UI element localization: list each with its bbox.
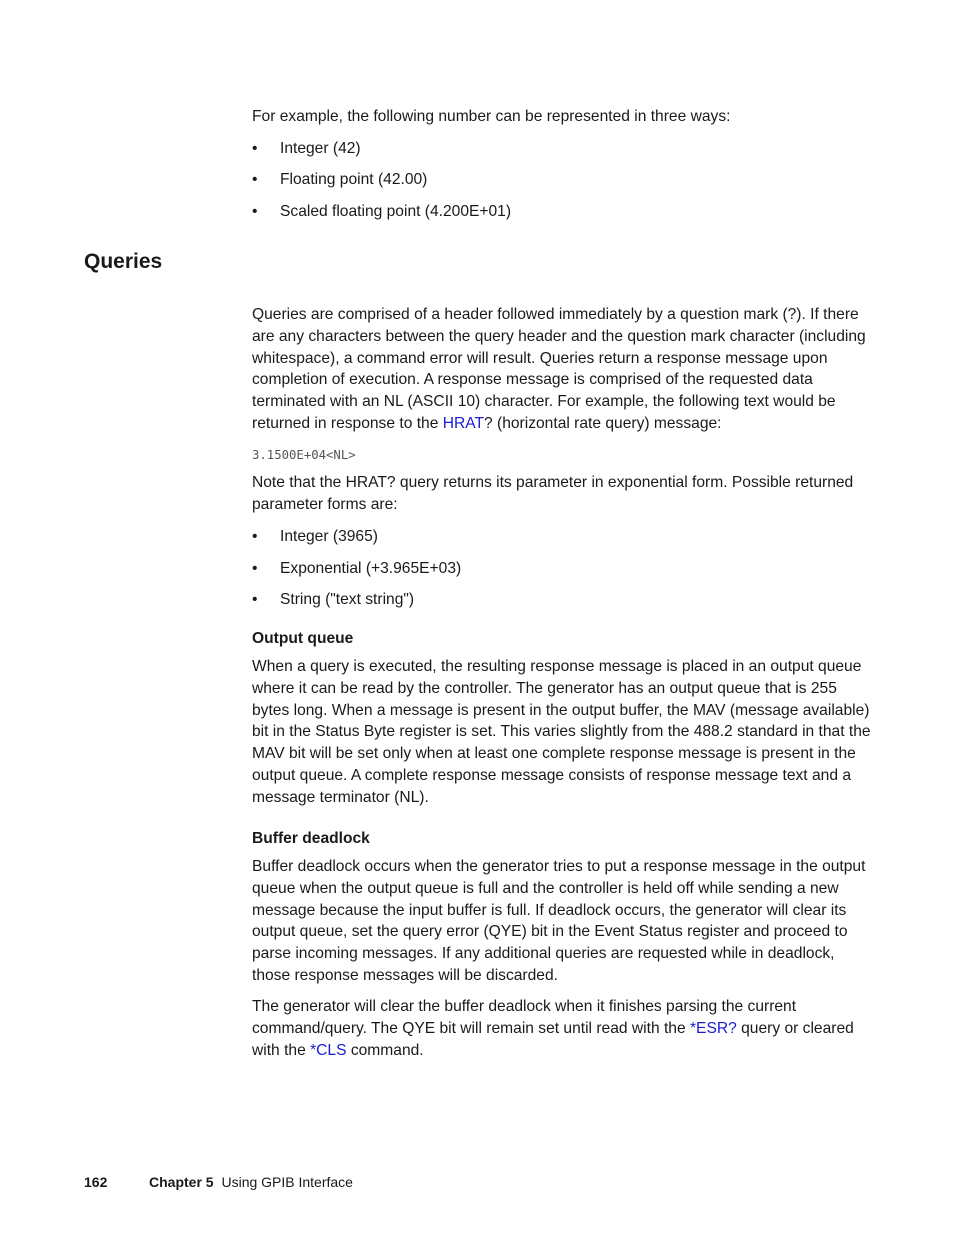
- bullet-icon: •: [252, 591, 258, 608]
- list-item-text: Integer (3965): [280, 528, 378, 545]
- page-number: 162: [84, 1174, 108, 1190]
- bullet-icon: •: [252, 140, 258, 157]
- paragraph-text: command.: [346, 1041, 424, 1059]
- paragraph-text: ? (horizontal rate query) message:: [484, 414, 722, 432]
- subheading-output-queue: Output queue: [252, 630, 354, 647]
- list-item-text: Floating point (42.00): [280, 171, 428, 188]
- buffer-deadlock-paragraph: Buffer deadlock occurs when the generator tries to put a response message in the output queue when the output queue is full and the controller is held off while sending a new message because the input buffer is full. If deadlock occurs, the generator will clear its output queue, set the query error (QYE) bit in the Event Status register and proceed to parse incoming messages. If any additional queries are requested while in deadlock, those response messages will be discarded.: [252, 858, 866, 984]
- queries-paragraph: [252, 304, 872, 435]
- code-example: 3.1500E+04<NL>: [252, 448, 356, 462]
- paragraph-text: The generator will clear the buffer deadlock when it finishes parsing the current command/query. The QYE bit will remain set until read with the: [252, 998, 797, 1037]
- paragraph-text: query or cleared with the: [252, 1019, 854, 1059]
- intro-text: For example, the following number can be represented in three ways:: [252, 108, 731, 125]
- list-item-text: Exponential (+3.965E+03): [280, 560, 462, 577]
- list-item-text: String ("text string"): [280, 591, 415, 608]
- subheading-buffer-deadlock: Buffer deadlock: [252, 830, 370, 847]
- paragraph-text: Queries are comprised of a header followed immediately by a question mark (?). If there are any characters between the query header and the question mark character (including whitespace), a command error will result. Queries return a response message upon completion of execution. A response message is comprised of the requested data terminated with an NL (ASCII 10) character. For example, the following text would be returned in response to the: [252, 306, 866, 432]
- hrat-link[interactable]: HRAT: [442, 414, 485, 432]
- bullet-icon: •: [252, 528, 258, 545]
- list-item-text: Scaled floating point (4.200E+01): [280, 203, 512, 220]
- chapter-label: Chapter 5: [149, 1174, 214, 1190]
- bullet-icon: •: [252, 560, 258, 577]
- list-item-text: Integer (42): [280, 140, 361, 157]
- bullet-icon: •: [252, 171, 258, 188]
- output-queue-paragraph: When a query is executed, the resulting response message is placed in an output queue where it can be read by the controller. The generator has an output queue that is 255 bytes long. When a message is present in the output buffer, the MAV (message available) bit in the Status Byte register is set. This varies slightly from the 488.2 standard in that the MAV bit will be set only when at least one complete response message is present in the output queue. A complete response message consists of response message text and a message terminator (NL).: [252, 658, 871, 806]
- esr-link[interactable]: *ESR?: [689, 1019, 737, 1037]
- buffer-deadlock-clear-paragraph: [252, 996, 872, 1061]
- cls-link[interactable]: *CLS: [310, 1041, 347, 1059]
- bullet-icon: •: [252, 203, 258, 220]
- note-paragraph: Note that the HRAT? query returns its parameter in exponential form. Possible returned parameter forms are:: [252, 474, 854, 513]
- section-heading-queries: Queries: [84, 250, 163, 273]
- running-footer: [149, 1174, 353, 1190]
- chapter-title: Using GPIB Interface: [221, 1174, 353, 1190]
